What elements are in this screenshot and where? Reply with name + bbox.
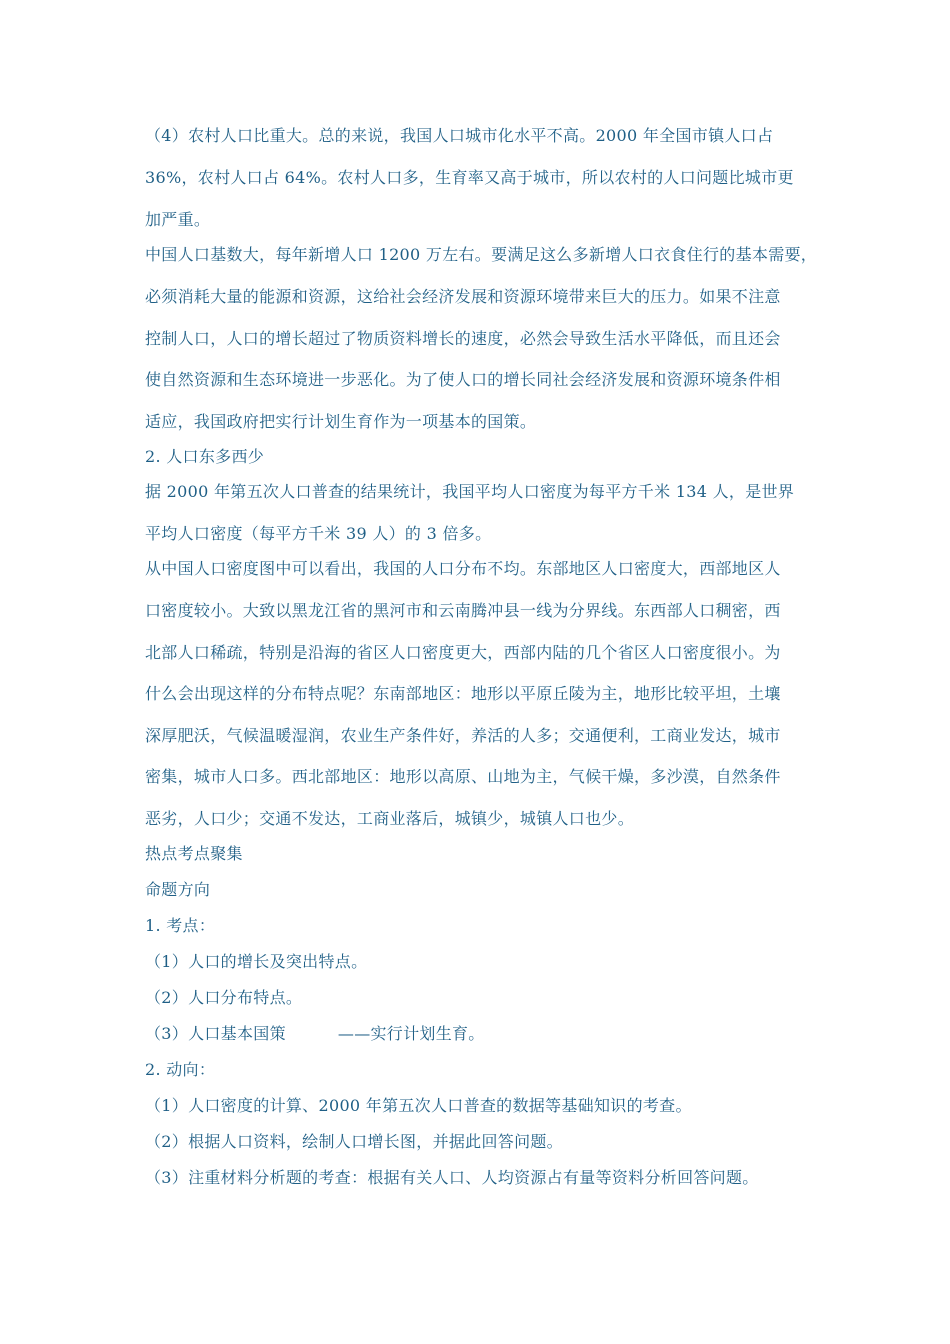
section-heading-east-west: 2. 人口东多西少 [145, 447, 265, 466]
list-item-point-1: （1）人口的增长及突出特点。 [145, 952, 368, 971]
paragraph-distribution-line-2: 口密度较小。大致以黑龙江省的黑河市和云南腾冲县一线为分界线。东西部人口稠密，西 [145, 601, 781, 620]
heading-exam-points: 1. 考点： [145, 916, 216, 935]
heading-trends: 2. 动向： [145, 1060, 216, 1079]
list-item-trend-3: （3）注重材料分析题的考查：根据有关人口、人均资源占有量等资料分析回答问题。 [145, 1168, 759, 1187]
paragraph-base-line-3: 控制人口，人口的增长超过了物质资料增长的速度，必然会导致生活水平降低，而且还会 [145, 329, 781, 348]
paragraph-distribution-line-6: 密集，城市人口多。西北部地区：地形以高原、山地为主，气候干燥，多沙漠，自然条件 [145, 767, 781, 786]
paragraph-density-line-1: 据 2000 年第五次人口普查的结果统计，我国平均人口密度为每平方千米 134 人，是世界 [145, 482, 795, 501]
paragraph-distribution-line-4: 什么会出现这样的分布特点呢？东南部地区：地形以平原丘陵为主，地形比较平坦，土壤 [145, 684, 781, 703]
paragraph-distribution-line-3: 北部人口稀疏，特别是沿海的省区人口密度更大，西部内陆的几个省区人口密度很小。为 [145, 643, 781, 662]
paragraph-base-line-2: 必须消耗大量的能源和资源，这给社会经济发展和资源环境带来巨大的压力。如果不注意 [145, 287, 781, 306]
paragraph-distribution-line-1: 从中国人口密度图中可以看出，我国的人口分布不均。东部地区人口密度大，西部地区人 [145, 559, 781, 578]
paragraph-base-line-4: 使自然资源和生态环境进一步恶化。为了使人口的增长同社会经济发展和资源环境条件相 [145, 370, 781, 389]
paragraph-distribution-line-5: 深厚肥沃，气候温暖湿润，农业生产条件好，养活的人多；交通便利，工商业发达，城市 [145, 726, 781, 745]
paragraph-base-line-5: 适应，我国政府把实行计划生育作为一项基本的国策。 [145, 412, 537, 431]
heading-direction: 命题方向 [145, 880, 211, 899]
list-item-trend-2: （2）根据人口资料，绘制人口增长图，并据此回答问题。 [145, 1132, 563, 1151]
list-item-point-3-detail: ——实行计划生育。 [337, 1024, 485, 1043]
paragraph-density-line-2: 平均人口密度（每平方千米 39 人）的 3 倍多。 [145, 524, 492, 543]
paragraph-rural-line-1: （4）农村人口比重大。总的来说，我国人口城市化水平不高。2000 年全国市镇人口占 [145, 126, 774, 145]
paragraph-distribution-line-7: 恶劣，人口少；交通不发达，工商业落后，城镇少，城镇人口也少。 [145, 809, 635, 828]
list-item-point-2: （2）人口分布特点。 [145, 988, 303, 1007]
heading-hot-topics: 热点考点聚集 [145, 844, 243, 863]
list-item-point-3 [145, 1024, 485, 1044]
list-item-point-3-label: （3）人口基本国策 [145, 1024, 286, 1043]
paragraph-rural-line-3: 加严重。 [145, 210, 211, 229]
paragraph-rural-line-2: 36%，农村人口占 64%。农村人口多，生育率又高于城市，所以农村的人口问题比城市更 [145, 168, 794, 187]
paragraph-base-line-1: 中国人口基数大，每年新增人口 1200 万左右。要满足这么多新增人口衣食住行的基本需要， [145, 245, 818, 264]
list-item-trend-1: （1）人口密度的计算、2000 年第五次人口普查的数据等基础知识的考查。 [145, 1096, 692, 1115]
